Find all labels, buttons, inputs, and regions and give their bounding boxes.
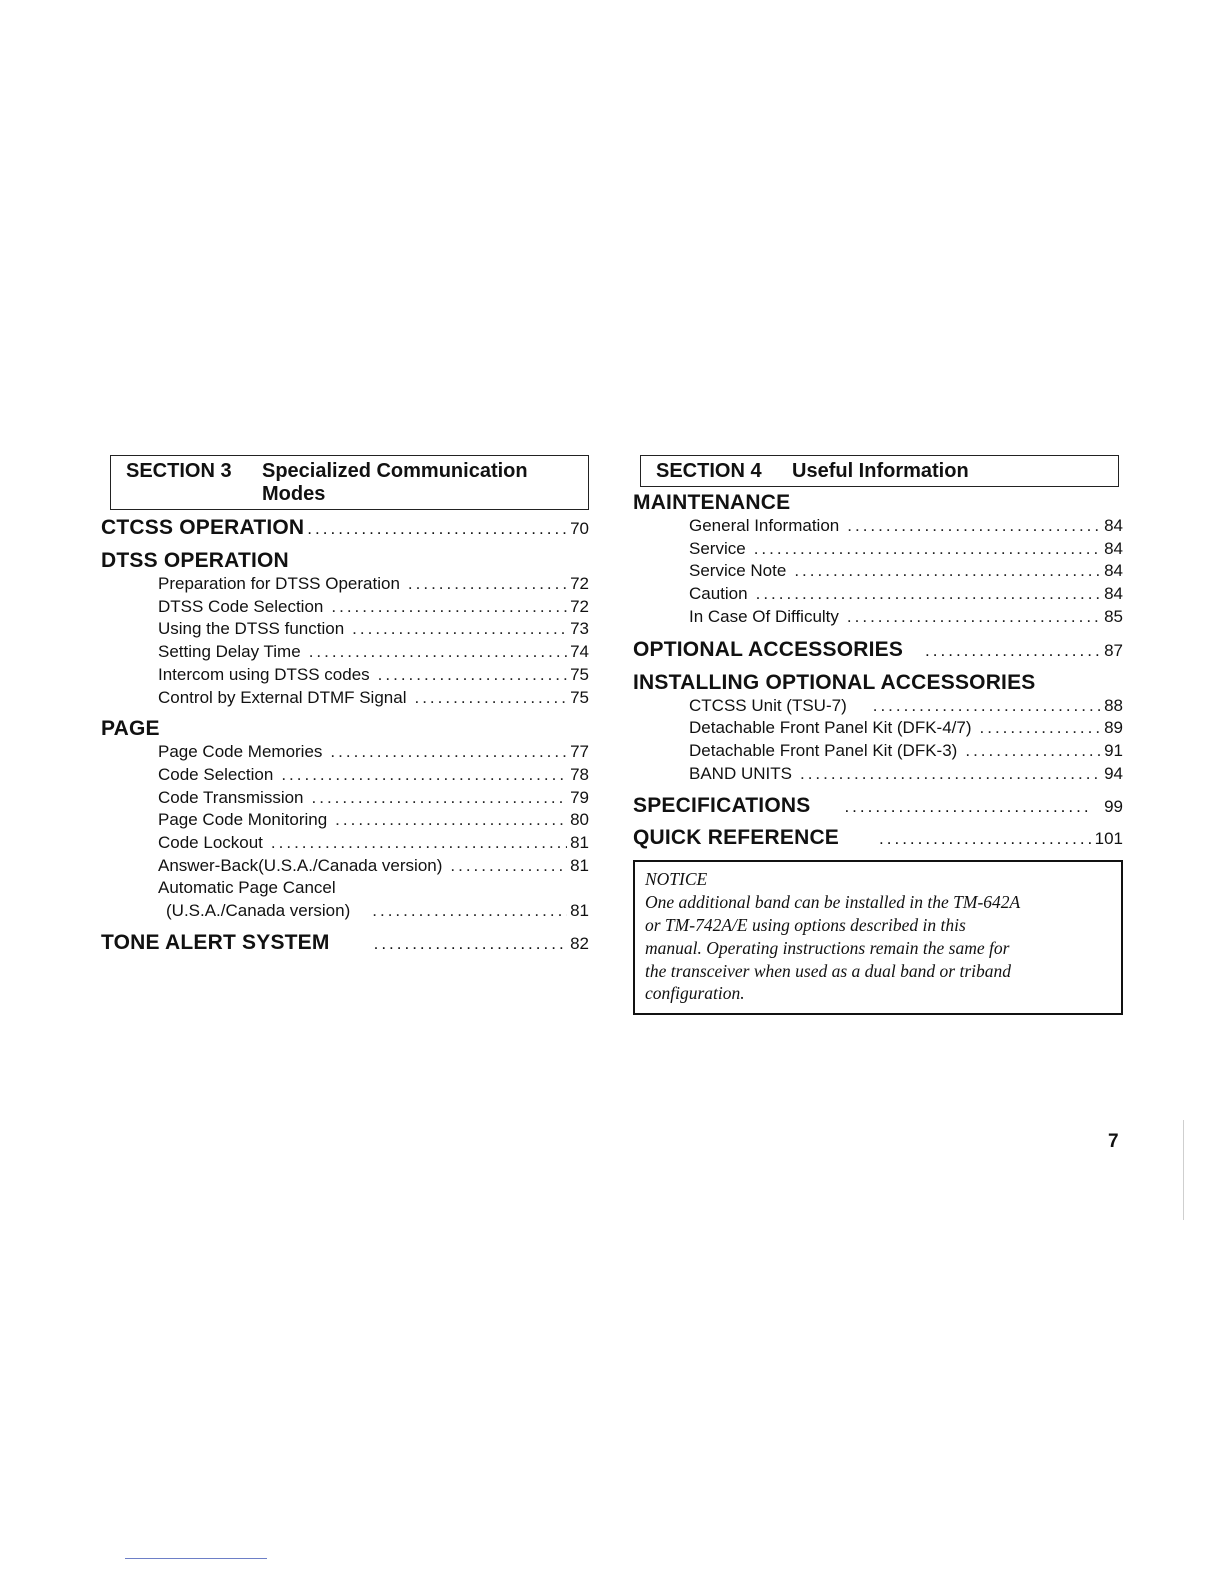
toc-heading-label: OPTIONAL ACCESSORIES <box>633 637 904 661</box>
toc-entry[interactable]: Caution ..... 84 <box>689 583 1123 606</box>
leader-dots <box>374 934 567 954</box>
toc-auto-page-cancel-label: Automatic Page Cancel <box>158 878 336 898</box>
toc-page-number: 101 <box>1094 829 1123 849</box>
section-3-number: SECTION 3 <box>126 460 232 482</box>
toc-entry[interactable]: Control by External DTMF Signal ..... 75 <box>158 687 589 710</box>
toc-entry[interactable]: Page Code Monitoring ..... 80 <box>158 809 589 832</box>
toc-maintenance-heading: MAINTENANCE <box>633 491 791 514</box>
toc-installing-heading: INSTALLING OPTIONAL ACCESSORIES <box>633 670 1036 694</box>
toc-entry[interactable]: Code Selection ..... 78 <box>158 764 589 787</box>
page-number: 7 <box>1108 1131 1119 1152</box>
toc-page-number: 82 <box>570 933 589 953</box>
toc-page-number: 70 <box>570 519 589 538</box>
notice-title: NOTICE <box>645 869 708 890</box>
section-4-header <box>640 455 1119 487</box>
toc-page-number: 87 <box>1104 640 1123 660</box>
toc-entry[interactable]: Service Note ..... 84 <box>689 560 1123 583</box>
toc-entry[interactable]: Answer-Back(U.S.A./Canada version) ..... 81 <box>158 855 589 878</box>
toc-maintenance-list <box>633 515 1123 629</box>
section-4-column <box>633 455 1123 1015</box>
toc-optional-accessories[interactable] <box>633 638 1123 662</box>
toc-entry[interactable]: CTCSS Unit (TSU-7) ..... 88 <box>689 695 1123 718</box>
toc-entry[interactable]: Intercom using DTSS codes ..... 75 <box>158 664 589 687</box>
leader-dots <box>879 829 1092 849</box>
toc-specifications[interactable] <box>633 794 1123 818</box>
toc-entry[interactable]: BAND UNITS ..... 94 <box>689 763 1123 786</box>
section-3-title <box>262 460 528 506</box>
toc-entry[interactable]: Detachable Front Panel Kit (DFK-4/7) ..... 89 <box>689 717 1123 740</box>
toc-heading-label: TONE ALERT SYSTEM <box>101 930 330 954</box>
toc-entry[interactable]: Page Code Memories ..... 77 <box>158 741 589 764</box>
toc-entry[interactable]: General Information ..... 84 <box>689 515 1123 538</box>
section-4-number: SECTION 4 <box>656 460 762 482</box>
leader-dots <box>307 519 567 539</box>
toc-entry[interactable]: In Case Of Difficulty ..... 85 <box>689 606 1123 629</box>
scan-edge-line <box>1183 1120 1184 1220</box>
toc-entry[interactable]: Code Transmission ..... 79 <box>158 787 589 810</box>
toc-heading-label: CTCSS OPERATION <box>101 516 305 539</box>
bottom-rule <box>125 1558 267 1559</box>
toc-page-list <box>101 741 589 923</box>
toc-entry[interactable]: Detachable Front Panel Kit (DFK-3) ..... 91 <box>689 740 1123 763</box>
toc-ctcss-operation[interactable] <box>101 516 589 540</box>
section-3-title-line2: Modes <box>262 483 326 505</box>
notice-box <box>633 860 1123 1015</box>
toc-entry[interactable]: Preparation for DTSS Operation ..... 72 <box>158 573 589 596</box>
toc-heading-label: QUICK REFERENCE <box>633 826 840 850</box>
notice-text-line: or TM-742A/E using options described in this <box>645 914 966 935</box>
toc-entry[interactable]: (U.S.A./Canada version) ..... 81 <box>158 900 589 923</box>
section-3-column <box>101 455 589 955</box>
toc-entry[interactable]: Code Lockout ..... 81 <box>158 832 589 855</box>
toc-page-number: 99 <box>1104 797 1123 817</box>
notice-text-line: the transceiver when used as a dual band or triband <box>645 960 1012 981</box>
toc-entry[interactable]: Setting Delay Time ..... 74 <box>158 641 589 664</box>
leader-dots <box>925 641 1101 661</box>
toc-entry[interactable]: Using the DTSS function ..... 73 <box>158 618 589 641</box>
notice-text-line: configuration. <box>645 983 745 1004</box>
toc-entry[interactable]: DTSS Code Selection ..... 72 <box>158 596 589 619</box>
toc-quick-reference[interactable] <box>633 826 1123 850</box>
toc-page-heading: PAGE <box>101 717 160 741</box>
toc-dtss-operation-heading: DTSS OPERATION <box>101 549 289 572</box>
toc-installing-list <box>633 695 1123 786</box>
section-4-title: Useful Information <box>792 460 969 482</box>
toc-heading-label: SPECIFICATIONS <box>633 794 811 818</box>
notice-text-line: manual. Operating instructions remain the same for <box>645 937 1010 958</box>
toc-entry[interactable]: Service ..... 84 <box>689 538 1123 561</box>
section-3-header <box>110 455 589 510</box>
toc-dtss-list <box>101 573 589 709</box>
section-3-title-line1: Specialized Communication <box>262 460 528 482</box>
toc-tone-alert-system[interactable] <box>101 931 589 955</box>
leader-dots <box>844 797 1092 817</box>
notice-text-line: One additional band can be installed in the TM-642A <box>645 892 1021 913</box>
